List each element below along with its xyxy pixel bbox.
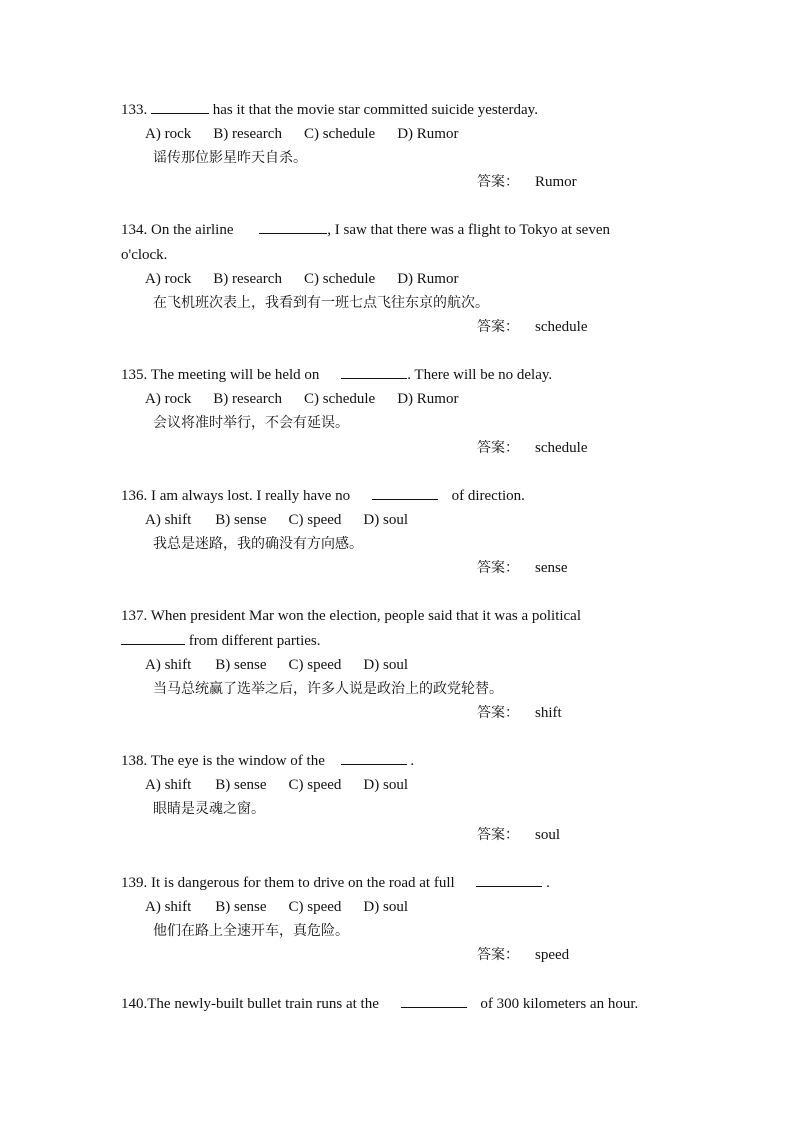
options-row — [145, 653, 430, 677]
question-stem-line2: from different parties. — [121, 629, 681, 654]
option-d: D) Rumor — [397, 126, 459, 142]
options-row — [145, 508, 430, 532]
translation: 在飞机班次表上，我看到有一班七点飞往东京的航次。 — [153, 295, 489, 311]
answer-value: shift — [535, 705, 562, 721]
answer-value: soul — [535, 827, 561, 843]
option-c: C) schedule — [303, 271, 376, 287]
answer-blank — [151, 99, 209, 114]
answer-label: 答案： — [477, 827, 519, 843]
option-b: B) research — [213, 391, 282, 407]
answer-label: 答案： — [477, 560, 519, 576]
option-c: C) schedule — [303, 391, 376, 407]
option-d: D) Rumor — [397, 391, 459, 407]
answer-line — [477, 701, 562, 725]
option-a: A) rock — [145, 391, 192, 407]
answer-blank — [121, 630, 185, 645]
question-stem: 134. On the airline , I saw that there was a flight to Tokyo at seven — [121, 218, 681, 243]
option-b: B) sense — [215, 777, 267, 793]
answer-label: 答案： — [477, 174, 519, 190]
option-a: A) shift — [145, 512, 192, 528]
answer-line — [477, 556, 568, 580]
question-stem: 140.The newly-built bullet train runs at the of 300 kilometers an hour. — [121, 992, 681, 1017]
answer-line — [477, 170, 577, 194]
translation: 谣传那位影星昨天自杀。 — [153, 150, 307, 166]
option-c: C) speed — [288, 512, 342, 528]
answer-blank — [341, 750, 407, 765]
option-b: B) sense — [215, 899, 267, 915]
option-b: B) sense — [215, 512, 267, 528]
translation: 他们在路上全速开车，真危险。 — [153, 923, 349, 939]
option-d: D) soul — [363, 777, 408, 793]
question-stem: 138. The eye is the window of the . — [121, 749, 681, 774]
translation: 眼睛是灵魂之窗。 — [153, 801, 265, 817]
answer-label: 答案： — [477, 947, 519, 963]
options-row — [145, 387, 480, 411]
answer-value: schedule — [535, 319, 588, 335]
answer-value: speed — [535, 947, 570, 963]
option-a: A) shift — [145, 657, 192, 673]
option-b: B) sense — [215, 657, 267, 673]
option-c: C) speed — [288, 899, 342, 915]
option-d: D) soul — [363, 512, 408, 528]
translation: 会议将准时举行，不会有延误。 — [153, 415, 349, 431]
answer-line — [477, 315, 587, 339]
option-d: D) soul — [363, 899, 408, 915]
answer-label: 答案： — [477, 705, 519, 721]
question-stem: 136. I am always lost. I really have no of direction. — [121, 484, 681, 509]
option-d: D) soul — [363, 657, 408, 673]
answer-blank — [372, 485, 438, 500]
options-row — [145, 122, 480, 146]
translation: 我总是迷路，我的确没有方向感。 — [153, 536, 363, 552]
options-row — [145, 895, 430, 919]
answer-blank — [476, 872, 542, 887]
answer-line — [477, 943, 569, 967]
option-b: B) research — [213, 271, 282, 287]
option-c: C) speed — [288, 657, 342, 673]
answer-value: schedule — [535, 440, 588, 456]
answer-value: Rumor — [535, 174, 577, 190]
option-a: A) shift — [145, 777, 192, 793]
option-a: A) shift — [145, 899, 192, 915]
answer-blank — [401, 993, 467, 1008]
answer-label: 答案： — [477, 319, 519, 335]
options-row — [145, 773, 430, 797]
option-c: C) speed — [288, 777, 342, 793]
answer-line — [477, 823, 560, 847]
question-stem: 139. It is dangerous for them to drive on the road at full . — [121, 871, 681, 896]
question-stem: 133. has it that the movie star committed suicide yesterday. — [121, 98, 681, 123]
answer-blank — [341, 364, 407, 379]
option-d: D) Rumor — [397, 271, 459, 287]
question-stem: 135. The meeting will be held on . There will be no delay. — [121, 363, 681, 388]
option-c: C) schedule — [303, 126, 376, 142]
options-row — [145, 267, 480, 291]
option-b: B) research — [213, 126, 282, 142]
option-a: A) rock — [145, 271, 192, 287]
option-a: A) rock — [145, 126, 192, 142]
answer-label: 答案： — [477, 440, 519, 456]
translation: 当马总统赢了选举之后，许多人说是政治上的政党轮替。 — [153, 681, 503, 697]
question-stem: 137. When president Mar won the election, people said that it was a political — [121, 608, 582, 624]
answer-value: sense — [535, 560, 568, 576]
answer-line — [477, 436, 587, 460]
question-stem-line2: o'clock. — [121, 247, 168, 263]
answer-blank — [259, 219, 327, 234]
